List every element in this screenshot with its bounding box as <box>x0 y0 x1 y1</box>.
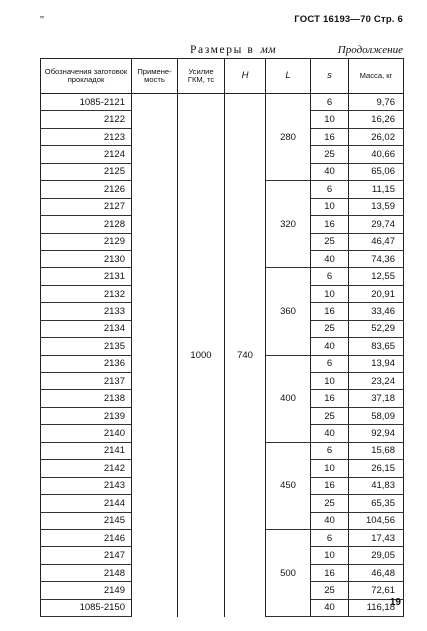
designation-cell: 2144 <box>41 495 132 512</box>
mass-cell: 41,83 <box>349 477 404 494</box>
l-cell: 280 <box>266 94 311 181</box>
s-cell: 25 <box>311 320 349 337</box>
table-header-row <box>41 59 404 94</box>
designation-cell: 2128 <box>41 216 132 233</box>
mass-cell: 83,65 <box>349 338 404 355</box>
mass-cell: 13,59 <box>349 198 404 215</box>
mass-cell: 15,68 <box>349 442 404 459</box>
designation-cell: 2129 <box>41 233 132 250</box>
mass-cell: 26,15 <box>349 460 404 477</box>
s-cell: 25 <box>311 407 349 424</box>
s-cell: 10 <box>311 373 349 390</box>
s-cell: 10 <box>311 547 349 564</box>
mass-cell: 11,15 <box>349 181 404 198</box>
mass-cell: 37,18 <box>349 390 404 407</box>
mass-cell: 33,46 <box>349 303 404 320</box>
caption-prefix: Размеры в <box>190 44 255 56</box>
h-cell: 740 <box>225 94 266 617</box>
designation-cell: 2148 <box>41 564 132 581</box>
mass-cell: 29,05 <box>349 547 404 564</box>
designation-cell: 2136 <box>41 355 132 372</box>
designation-cell: 2123 <box>41 128 132 145</box>
designation-cell: 2133 <box>41 303 132 320</box>
designation-cell: 2132 <box>41 285 132 302</box>
designation-cell: 2125 <box>41 163 132 180</box>
designation-cell: 2147 <box>41 547 132 564</box>
s-cell: 16 <box>311 303 349 320</box>
page-number: 19 <box>389 597 401 608</box>
mass-cell: 65,06 <box>349 163 404 180</box>
corner-mark: '' <box>40 14 44 26</box>
s-cell: 40 <box>311 250 349 267</box>
col-header-force: Усилие ГКМ, тс <box>178 59 225 94</box>
s-cell: 16 <box>311 564 349 581</box>
continuation-label: Продолжение <box>337 44 403 56</box>
designation-cell: 1085-2121 <box>41 94 132 111</box>
dimensions-table <box>40 58 404 617</box>
mass-cell: 23,24 <box>349 373 404 390</box>
table-caption <box>190 44 276 56</box>
designation-cell: 2145 <box>41 512 132 529</box>
s-cell: 6 <box>311 529 349 546</box>
mass-cell: 9,76 <box>349 94 404 111</box>
s-cell: 25 <box>311 146 349 163</box>
table-body <box>41 94 404 617</box>
designation-cell: 2124 <box>41 146 132 163</box>
l-cell: 320 <box>266 181 311 268</box>
s-cell: 16 <box>311 390 349 407</box>
s-cell: 10 <box>311 460 349 477</box>
s-cell: 40 <box>311 163 349 180</box>
l-cell: 500 <box>266 529 311 616</box>
s-cell: 16 <box>311 216 349 233</box>
mass-cell: 52,29 <box>349 320 404 337</box>
col-header-h: H <box>225 59 266 94</box>
mass-cell: 58,09 <box>349 407 404 424</box>
designation-cell: 2131 <box>41 268 132 285</box>
designation-cell: 2130 <box>41 250 132 267</box>
s-cell: 10 <box>311 285 349 302</box>
l-cell: 360 <box>266 268 311 355</box>
col-header-mass: Масса, кг <box>349 59 404 94</box>
designation-cell: 2149 <box>41 582 132 599</box>
s-cell: 25 <box>311 495 349 512</box>
designation-cell: 2139 <box>41 407 132 424</box>
s-cell: 6 <box>311 181 349 198</box>
designation-cell: 2138 <box>41 390 132 407</box>
mass-cell: 72,61 <box>349 582 404 599</box>
applicability-cell <box>132 94 178 617</box>
mass-cell: 104,56 <box>349 512 404 529</box>
mass-cell: 29,74 <box>349 216 404 233</box>
s-cell: 40 <box>311 512 349 529</box>
mass-cell: 16,26 <box>349 111 404 128</box>
mass-cell: 20,91 <box>349 285 404 302</box>
mass-cell: 46,47 <box>349 233 404 250</box>
mass-cell: 65,35 <box>349 495 404 512</box>
mass-cell: 46,48 <box>349 564 404 581</box>
designation-cell: 2126 <box>41 181 132 198</box>
designation-cell: 2137 <box>41 373 132 390</box>
designation-cell: 2142 <box>41 460 132 477</box>
force-cell: 1000 <box>178 94 225 617</box>
s-cell: 16 <box>311 477 349 494</box>
s-cell: 40 <box>311 599 349 616</box>
caption-unit: мм <box>260 44 277 56</box>
col-header-l: L <box>266 59 311 94</box>
s-cell: 10 <box>311 111 349 128</box>
mass-cell: 26,02 <box>349 128 404 145</box>
l-cell: 400 <box>266 355 311 442</box>
mass-cell: 13,94 <box>349 355 404 372</box>
s-cell: 40 <box>311 425 349 442</box>
mass-cell: 116,18 <box>349 599 404 616</box>
mass-cell: 92,94 <box>349 425 404 442</box>
mass-cell: 17,43 <box>349 529 404 546</box>
s-cell: 6 <box>311 442 349 459</box>
col-header-applicability: Примене- мость <box>132 59 178 94</box>
standard-code-header: ГОСТ 16193—70 Стр. 6 <box>294 14 403 25</box>
designation-cell: 2122 <box>41 111 132 128</box>
s-cell: 6 <box>311 268 349 285</box>
s-cell: 6 <box>311 94 349 111</box>
s-cell: 10 <box>311 198 349 215</box>
col-header-designation: Обозначения заготовок прокладок <box>41 59 132 94</box>
s-cell: 25 <box>311 233 349 250</box>
col-header-s: s <box>311 59 349 94</box>
designation-cell: 2141 <box>41 442 132 459</box>
mass-cell: 74,36 <box>349 250 404 267</box>
l-cell: 450 <box>266 442 311 529</box>
s-cell: 16 <box>311 128 349 145</box>
mass-cell: 12,55 <box>349 268 404 285</box>
s-cell: 6 <box>311 355 349 372</box>
designation-cell: 2146 <box>41 529 132 546</box>
designation-cell: 2135 <box>41 338 132 355</box>
s-cell: 40 <box>311 338 349 355</box>
table-row <box>41 94 404 111</box>
designation-cell: 2143 <box>41 477 132 494</box>
designation-cell: 2134 <box>41 320 132 337</box>
mass-cell: 40,66 <box>349 146 404 163</box>
designation-cell: 2140 <box>41 425 132 442</box>
designation-cell: 1085-2150 <box>41 599 132 616</box>
designation-cell: 2127 <box>41 198 132 215</box>
s-cell: 25 <box>311 582 349 599</box>
